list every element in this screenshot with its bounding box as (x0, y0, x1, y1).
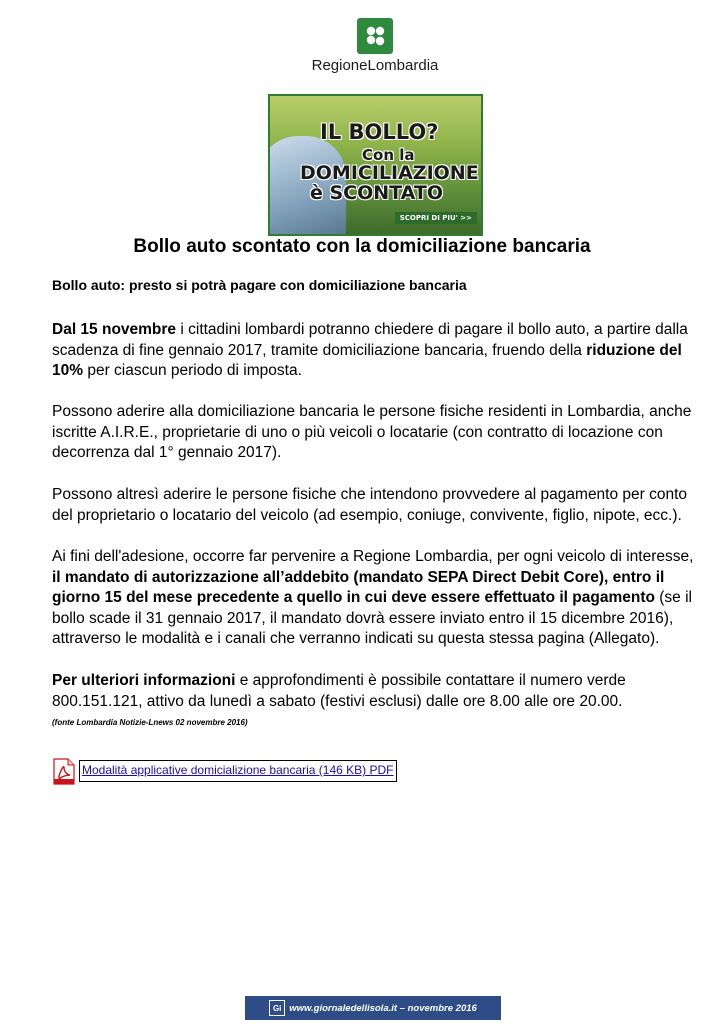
banner-line-2: Con la (362, 146, 415, 164)
logo-text: RegioneLombardia (311, 57, 439, 74)
paragraph-2: Possono aderire alla domiciliazione bancaria le persone fisiche residenti in Lombardia, anche iscritte A.I.R.E., proprietarie di uno o più veicoli o locatarie (con contratto di locazione con decorrenza dal 1° gennaio 2017). (52, 403, 692, 461)
source-note: (fonte Lombardia Notizie-Lnews 02 novembre 2016) (52, 718, 248, 727)
footer-text[interactable]: www.giornaledellisola.it – novembre 2016 (289, 1002, 477, 1014)
article-title: Bollo auto scontato con la domiciliazione bancaria (133, 236, 591, 257)
banner-line-4: è SCONTATO (310, 182, 444, 204)
pdf-icon[interactable] (53, 758, 75, 785)
paragraph-5: Per ulteriori informazioni e approfondimenti è possibile contattare il numero verde 800.151.121, attivo da lunedì a sabato (festivi esclusi) dalle ore 8.00 alle ore 20.00. (52, 672, 626, 710)
article-subtitle: Bollo auto: presto si potrà pagare con domiciliazione bancaria (52, 277, 467, 293)
clover-logo-icon (357, 18, 393, 54)
banner-line-3: DOMICILIAZIONE (300, 162, 479, 184)
footer-bar[interactable] (245, 996, 501, 1020)
banner-cta-button[interactable]: SCOPRI DI PIU' >> (395, 212, 477, 224)
pdf-attachment-link[interactable]: Modalità applicative domicializione bancaria (146 KB) PDF (79, 760, 397, 782)
paragraph-3: Possono altresì aderire le persone fisiche che intendono provvedere al pagamento per conto del proprietario o locatario del veicolo (ad esempio, coniuge, convivente, figlio, nipote, ecc.). (52, 486, 688, 524)
region-logo (290, 18, 460, 74)
paragraph-1: Dal 15 novembre i cittadini lombardi potranno chiedere di pagare il bollo auto, a partire dalla scadenza di fine gennaio 2017, tramite domiciliazione bancaria, fruendo della riduzione del 10% per ciascun periodo di imposta. (52, 321, 688, 379)
site-logo-icon: Gi (269, 1000, 285, 1016)
paragraph-4: Ai fini dell'adesione, occorre far pervenire a Regione Lombardia, per ogni veicolo di interesse, il mandato di autorizzazione all’addebito (mandato SEPA Direct Debit Core), entro il giorno 15 del mese precedente a quello in cui deve essere effettuato il pagamento (se il bollo scade il 31 gennaio 2017, il mandato dovrà essere inviato entro il 15 dicembre 2016), attraverso le modalità e i canali che verranno indicati su questa stessa pagina (Allegato). (52, 548, 694, 647)
promo-banner[interactable] (268, 94, 483, 236)
banner-line-1: IL BOLLO? (320, 120, 439, 144)
